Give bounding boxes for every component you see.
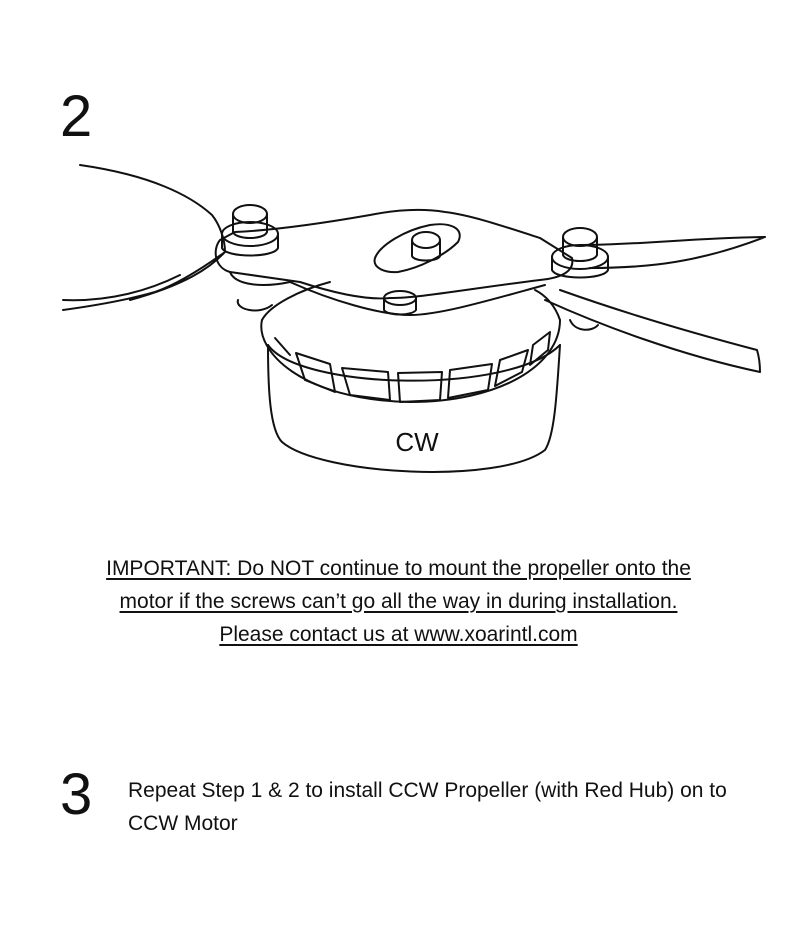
step-3-instruction-line-2: CCW Motor: [128, 812, 238, 835]
important-note-line-3: Please contact us at www.xoarintl.com: [219, 623, 578, 646]
rear-screw: [384, 291, 416, 315]
right-propeller-blade: [545, 237, 765, 372]
important-note-line-2: motor if the screws can’t go all the way in during installation.: [119, 590, 678, 613]
lower-screw-left: [238, 300, 272, 310]
propeller-motor-illustration: [0, 150, 797, 500]
left-propeller-blade: [63, 165, 225, 310]
left-propeller-tip: [63, 275, 180, 300]
right-screw: [552, 228, 608, 278]
step-3-instruction-line-1: Repeat Step 1 & 2 to install CCW Propeller (with Red Hub) on to: [128, 779, 727, 802]
step-2-number: 2: [60, 84, 93, 149]
important-note: [40, 552, 757, 651]
motor-label: CW: [395, 427, 439, 457]
step-3-instruction: [128, 774, 768, 840]
important-note-line-1: IMPORTANT: Do NOT continue to mount the propeller onto the: [106, 557, 691, 580]
step-3-number: 3: [60, 762, 93, 827]
